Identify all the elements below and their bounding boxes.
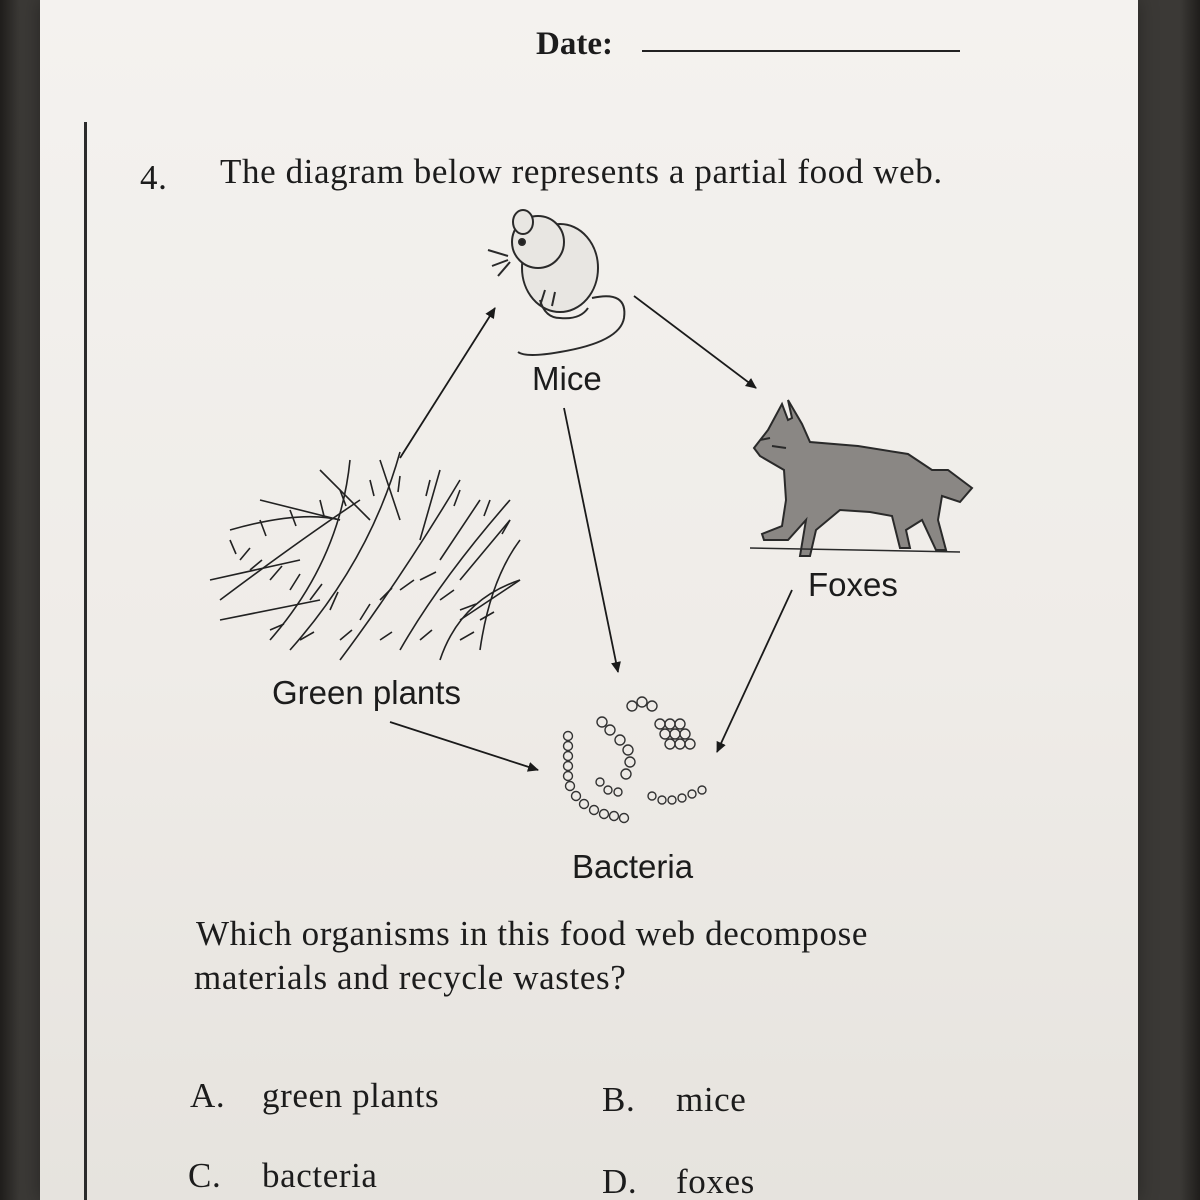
- arrow-foxes-to-bacteria: [717, 590, 792, 752]
- fox-illustration: [750, 400, 972, 556]
- choice-b-letter: B.: [602, 1080, 636, 1119]
- bacteria-illustration: [564, 697, 707, 823]
- question-body-line2: materials and recycle wastes?: [194, 958, 627, 997]
- arrow-mice-to-bacteria: [564, 408, 618, 672]
- choice-c-letter: C.: [188, 1156, 222, 1195]
- question-body-line1: Which organisms in this food web decompose: [196, 914, 868, 953]
- choice-d-text: foxes: [676, 1162, 755, 1200]
- plants-illustration: [210, 452, 520, 660]
- choice-b-text: mice: [676, 1080, 747, 1119]
- choice-a-text: green plants: [262, 1076, 440, 1115]
- arrow-plants-to-mice: [400, 308, 495, 458]
- question-number: 4.: [140, 158, 168, 197]
- date-label: Date:: [536, 26, 613, 62]
- label-green-plants: Green plants: [272, 674, 461, 711]
- mouse-illustration: [488, 210, 624, 355]
- choice-c-text: bacteria: [262, 1156, 378, 1195]
- label-mice: Mice: [532, 360, 602, 397]
- choice-d-letter: D.: [602, 1162, 638, 1200]
- question-prompt: The diagram below represents a partial food web.: [220, 152, 943, 191]
- arrow-plants-to-bacteria: [390, 722, 538, 770]
- food-web-diagram: [40, 0, 1138, 1200]
- worksheet-page: [40, 0, 1138, 1200]
- arrow-mice-to-foxes: [634, 296, 756, 388]
- choice-a-letter: A.: [190, 1076, 226, 1115]
- label-bacteria: Bacteria: [572, 848, 694, 885]
- label-foxes: Foxes: [808, 566, 898, 603]
